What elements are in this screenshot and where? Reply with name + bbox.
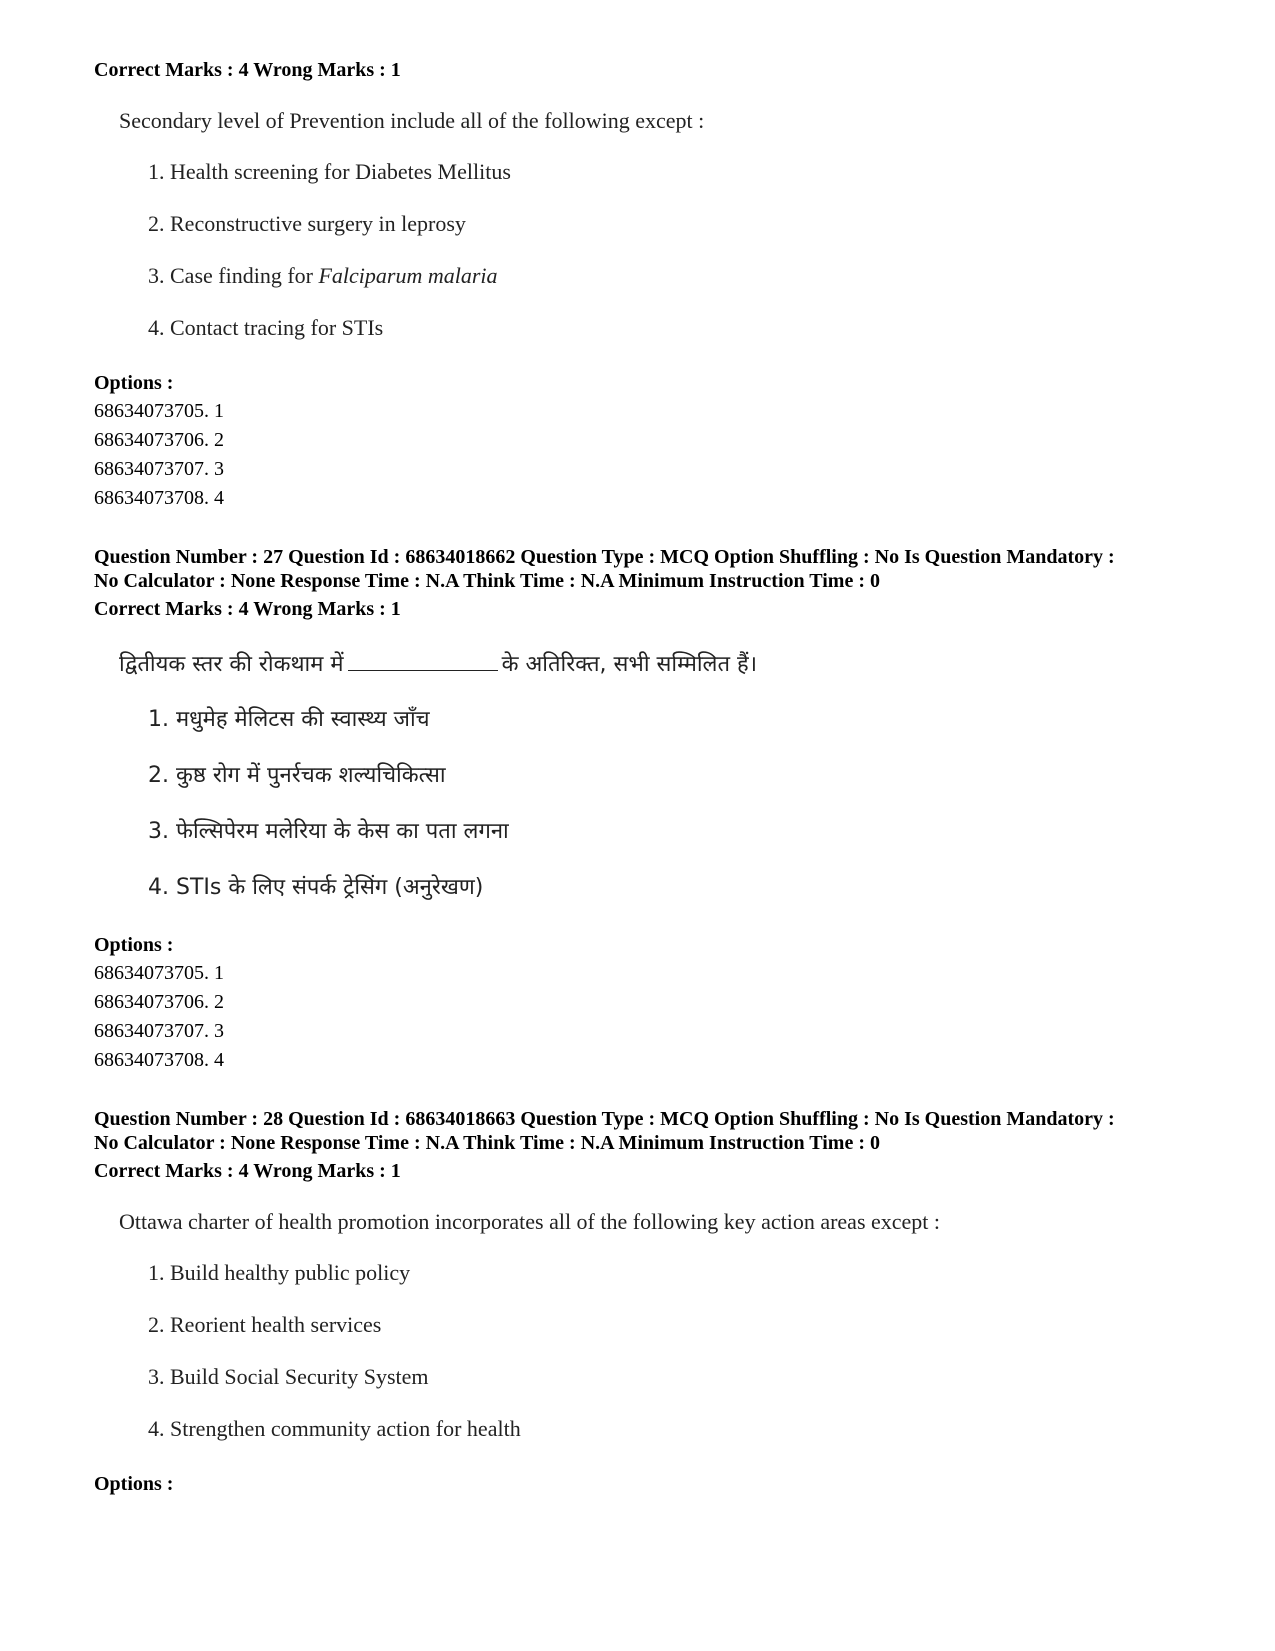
q28-item-4: 4. Strengthen community action for health [148,1416,521,1441]
fill-in-blank [348,650,498,671]
q27-option-4: 68634073708. 4 [94,1049,224,1071]
q28-item-2: 2. Reorient health services [148,1312,382,1337]
q26-marks: Correct Marks : 4 Wrong Marks : 1 [94,59,401,81]
q28-options-label: Options : [94,1473,174,1495]
q27-question-after: के अतिरिक्त, सभी सम्मिलित हैं। [501,652,758,677]
q27-question-text [119,650,757,679]
q26-item-1: 1. Health screening for Diabetes Mellitus [148,159,511,184]
q28-item-1: 1. Build healthy public policy [148,1260,411,1285]
q28-item-3: 3. Build Social Security System [148,1364,429,1389]
q27-header-line-2: No Calculator : None Response Time : N.A Think Time : N.A Minimum Instruction Time : 0 [94,570,880,592]
q27-header-line-1: Question Number : 27 Question Id : 68634018662 Question Type : MCQ Option Shuffling : No Is Question Mandatory : [94,546,1115,568]
q27-option-2: 68634073706. 2 [94,991,224,1013]
q26-item-3 [148,262,498,290]
q27-question-before: द्वितीयक स्तर की रोकथाम में [119,652,344,677]
q26-option-1: 68634073705. 1 [94,400,224,422]
q26-item-3-italic: Falciparum malaria [318,263,498,288]
q26-item-2: 2. Reconstructive surgery in leprosy [148,211,466,236]
q28-marks: Correct Marks : 4 Wrong Marks : 1 [94,1160,401,1182]
q27-item-2: 2. कुष्ठ रोग में पुनर्रचक शल्यचिकित्सा [148,763,446,788]
q27-options-label: Options : [94,934,174,956]
q26-option-2: 68634073706. 2 [94,429,224,451]
q27-option-3: 68634073707. 3 [94,1020,224,1042]
q28-question-text: Ottawa charter of health promotion incorporates all of the following key action areas except : [119,1209,941,1234]
q28-header-line-2: No Calculator : None Response Time : N.A Think Time : N.A Minimum Instruction Time : 0 [94,1132,880,1154]
q27-option-1: 68634073705. 1 [94,962,224,984]
q27-options-list [94,959,224,1075]
q26-options-list [94,397,224,513]
q26-option-4: 68634073708. 4 [94,487,224,509]
q26-option-3: 68634073707. 3 [94,458,224,480]
q27-item-3: 3. फेल्सिपेरम मलेरिया के केस का पता लगना [148,819,509,844]
q27-item-1: 1. मधुमेह मेलिटस की स्वास्थ्य जाँच [148,707,430,732]
q26-item-3-text: 3. Case finding for [148,263,319,288]
q26-question-text: Secondary level of Prevention include all of the following except : [119,108,705,133]
q27-item-4: 4. STIs के लिए संपर्क ट्रेसिंग (अनुरेखण) [148,875,484,900]
q26-item-4: 4. Contact tracing for STIs [148,315,384,340]
q28-header-line-1: Question Number : 28 Question Id : 68634018663 Question Type : MCQ Option Shuffling : No Is Question Mandatory : [94,1108,1115,1130]
q27-marks: Correct Marks : 4 Wrong Marks : 1 [94,598,401,620]
q26-options-label: Options : [94,372,174,394]
